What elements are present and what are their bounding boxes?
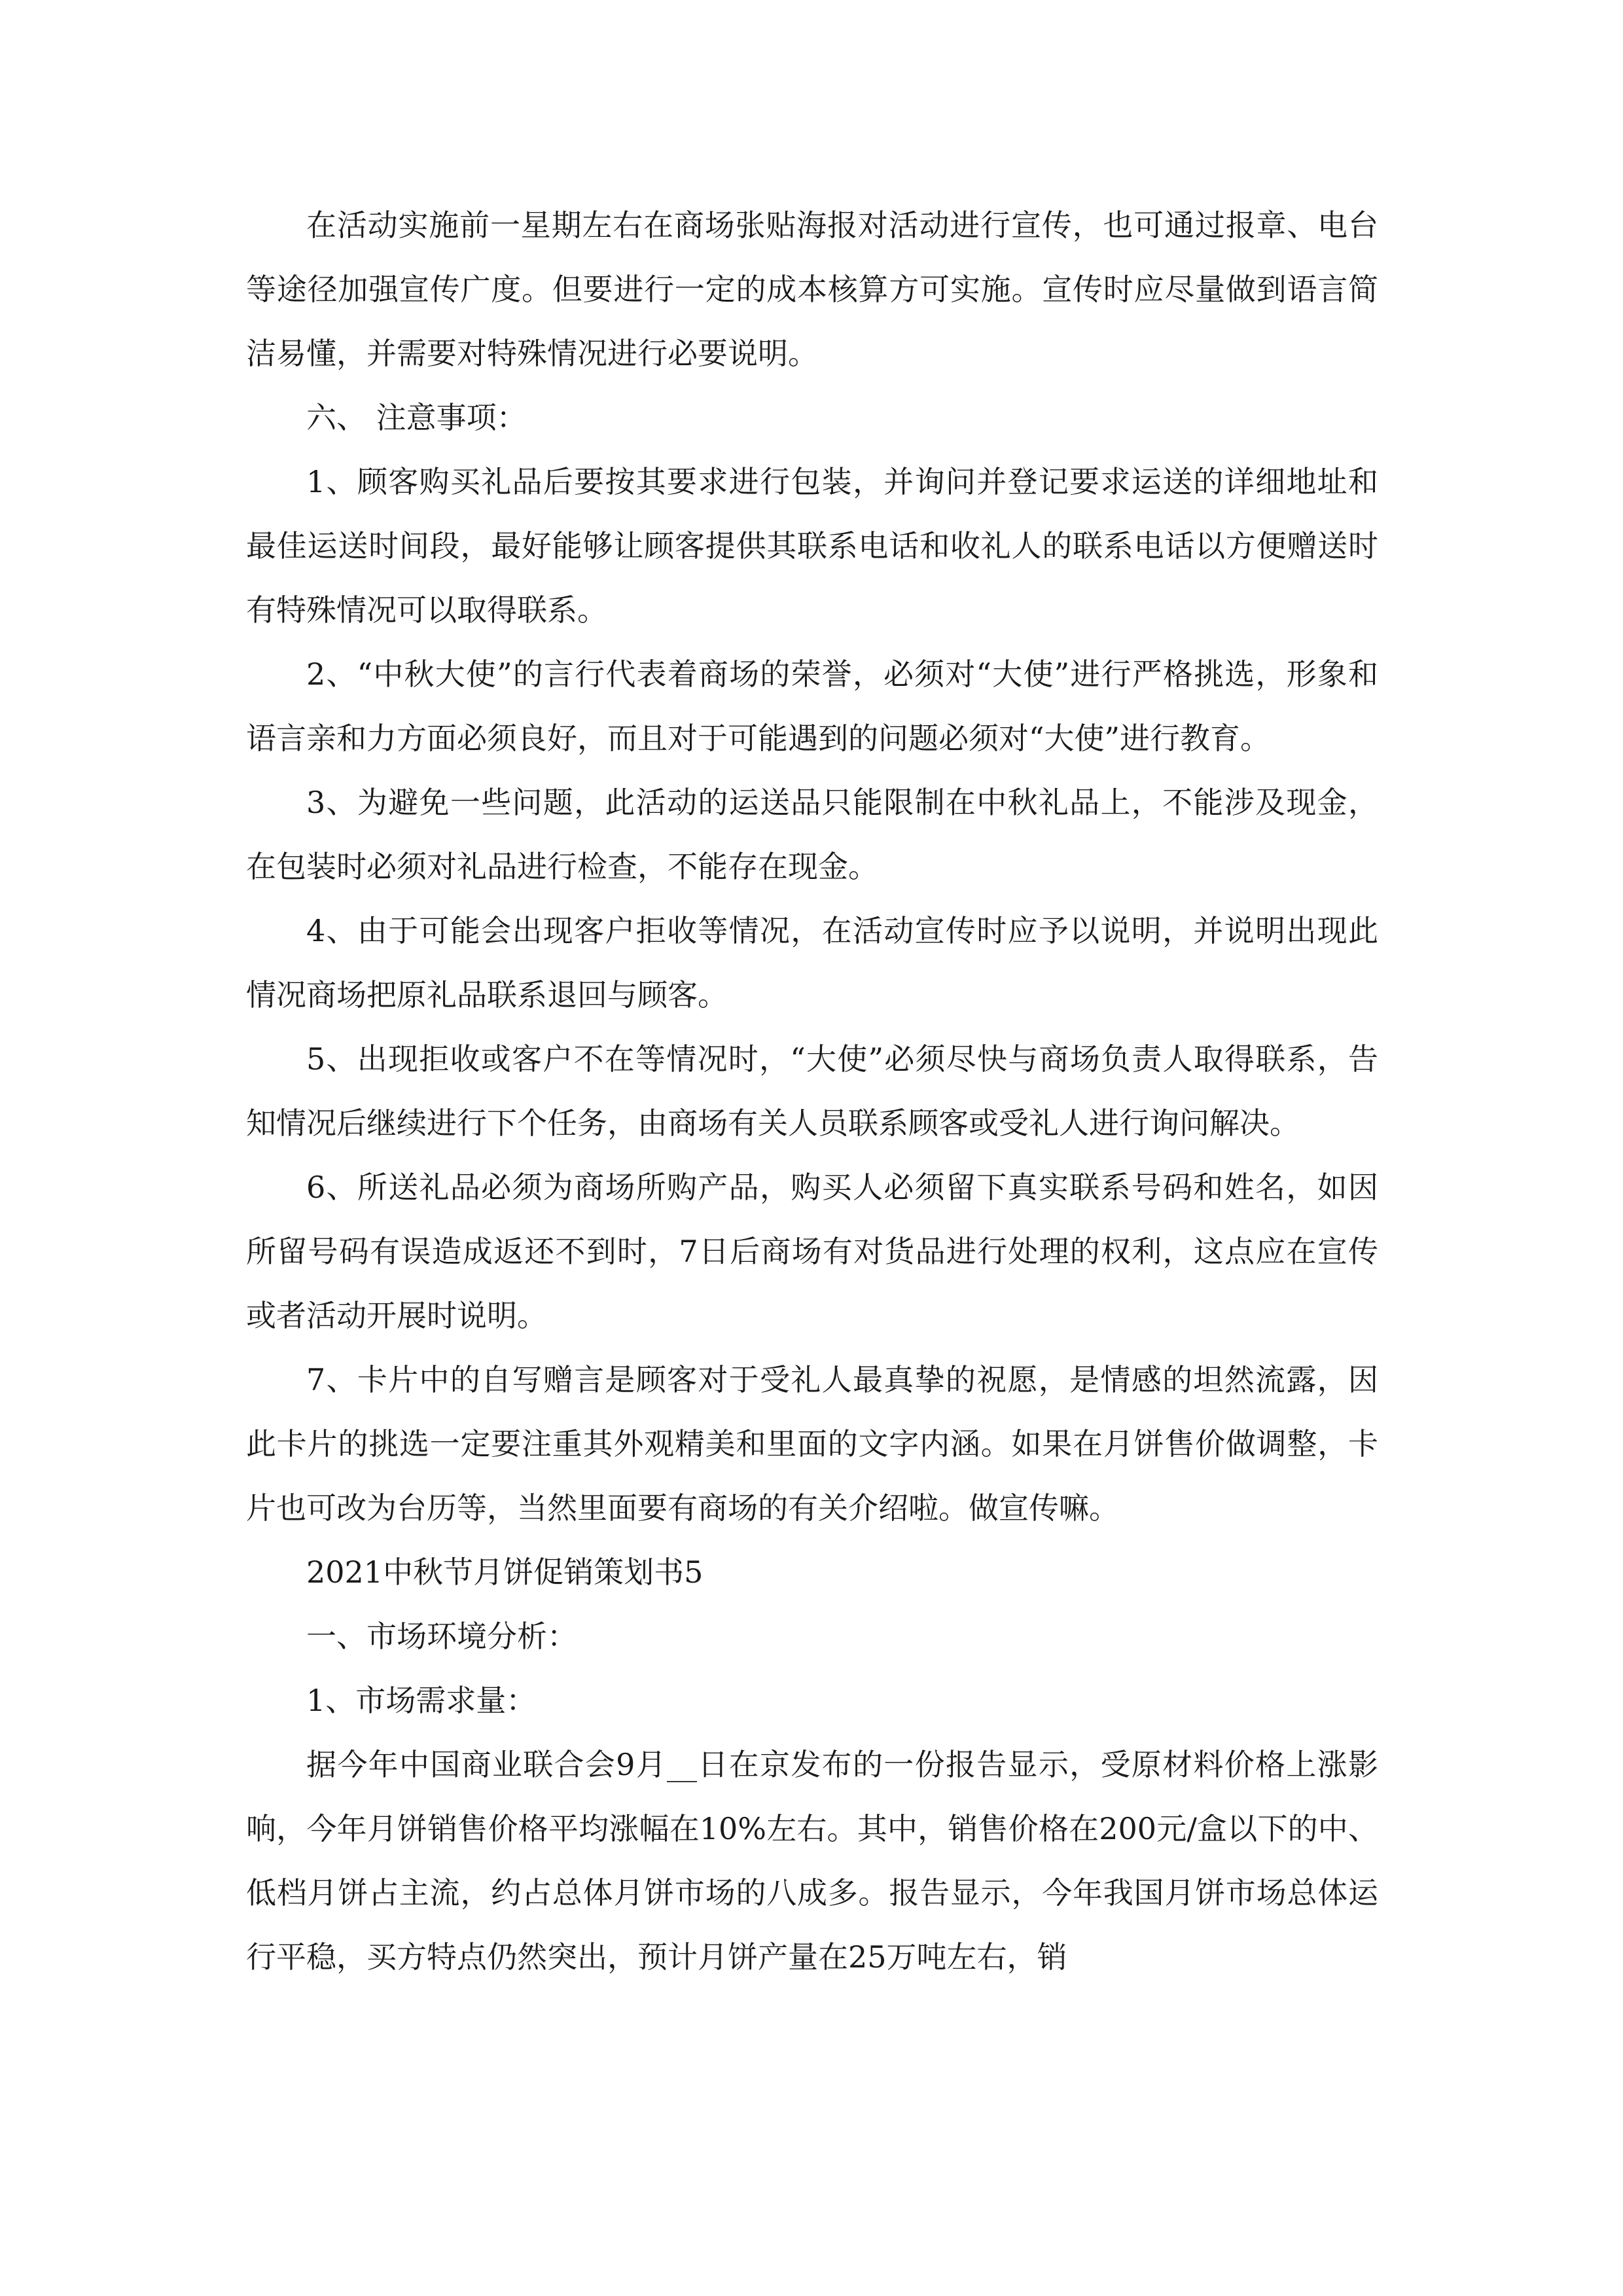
document-title: 2021中秋节月饼促销策划书5 bbox=[306, 1554, 704, 1590]
paragraph-note-3: 3、为避免一些问题，此活动的运送品只能限制在中秋礼品上，不能涉及现金，在包装时必须对礼品进行检查，不能存在现金。 bbox=[246, 785, 1378, 884]
paragraph-note-5: 5、出现拒收或客户不在等情况时，“大使”必须尽快与商场负责人取得联系，告知情况后继续进行下个任务，由商场有关人员联系顾客或受礼人进行询问解决。 bbox=[246, 1041, 1378, 1141]
document-body bbox=[246, 193, 1378, 1989]
paragraph-note-4: 4、由于可能会出现客户拒收等情况，在活动宣传时应予以说明，并说明出现此情况商场把原礼品联系退回与顾客。 bbox=[246, 913, 1378, 1013]
paragraph-market-report: 据今年中国商业联合会9月__日在京发布的一份报告显示，受原材料价格上涨影响，今年月饼销售价格平均涨幅在10%左右。其中，销售价格在200元/盒以下的中、低档月饼占主流，约占总体月饼市场的八成多。报告显示，今年我国月饼市场总体运行平稳，买方特点仍然突出，预计月饼产量在25万吨左右，销 bbox=[246, 1747, 1378, 1975]
paragraph-note-6: 6、所送礼品必须为商场所购产品，购买人必须留下真实联系号码和姓名，如因所留号码有误造成返还不到时，7日后商场有对货品进行处理的权利，这点应在宣传或者活动开展时说明。 bbox=[246, 1170, 1378, 1333]
paragraph-note-7: 7、卡片中的自写赠言是顾客对于受礼人最真挚的祝愿，是情感的坦然流露，因此卡片的挑选一定要注重其外观精美和里面的文字内涵。如果在月饼售价做调整，卡片也可改为台历等，当然里面要有商场的有关介绍啦。做宣传嘛。 bbox=[246, 1362, 1378, 1526]
section-heading-notes: 六、 注意事项： bbox=[306, 400, 527, 435]
subheading-demand: 1、市场需求量： bbox=[306, 1683, 537, 1718]
paragraph-note-2: 2、“中秋大使”的言行代表着商场的荣誉，必须对“大使”进行严格挑选，形象和语言亲和力方面必须良好，而且对于可能遇到的问题必须对“大使”进行教育。 bbox=[246, 656, 1378, 756]
paragraph-note-1: 1、顾客购买礼品后要按其要求进行包装，并询问并登记要求运送的详细地址和最佳运送时间段，最好能够让顾客提供其联系电话和收礼人的联系电话以方便赠送时有特殊情况可以取得联系。 bbox=[246, 464, 1378, 628]
section-heading-market: 一、市场环境分析： bbox=[306, 1619, 577, 1654]
paragraph-publicity: 在活动实施前一星期左右在商场张贴海报对活动进行宣传，也可通过报章、电台等途径加强宣传广度。但要进行一定的成本核算方可实施。宣传时应尽量做到语言简洁易懂，并需要对特殊情况进行必要说明。 bbox=[246, 207, 1378, 371]
